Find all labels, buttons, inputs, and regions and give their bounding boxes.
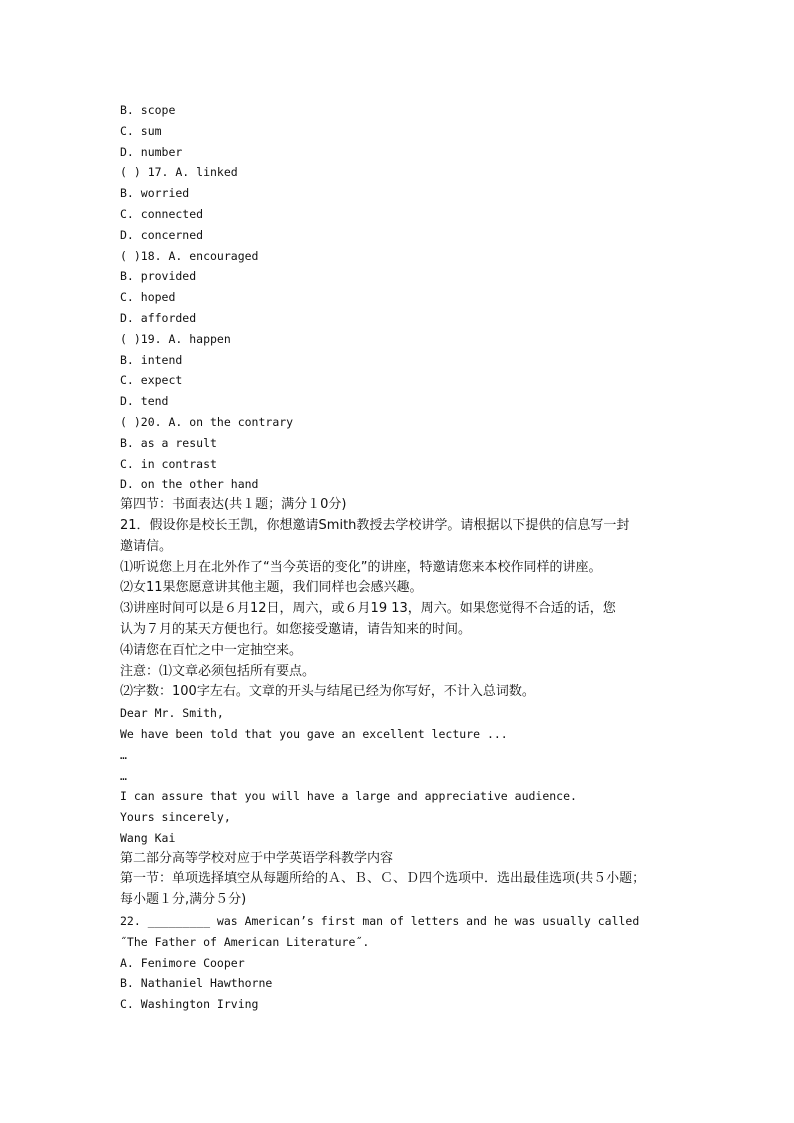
section-one-heading-line-2: 每小题１分,满分５分) [120, 892, 247, 908]
question-22-line-1: 22. _________ was American’s first man of letters and he was usually called [120, 914, 640, 929]
question-21-line-2: 邀请信。 [120, 538, 173, 554]
point-4: ⑷请您在百忙之中一定抽空来。 [120, 642, 303, 658]
line-0: B. scope [120, 103, 176, 117]
line-5: C. connected [120, 206, 204, 221]
line-4: B. worried [120, 186, 190, 201]
line-6: D. concerned [120, 227, 204, 242]
line-3: ( ) 17. A. linked [120, 165, 238, 180]
document-page [120, 100, 680, 1015]
line-18: D. on the other hand [120, 477, 259, 492]
line-14: D. tend [120, 394, 169, 409]
note-1: 注意：⑴文章必须包括所有要点。 [120, 663, 316, 679]
line-7: ( )18. A. encouraged [120, 248, 259, 263]
line-11: ( )19. A. happen [120, 331, 231, 346]
section-one-heading-line-1: 第一节：单项选择填空从每题所给的Ａ、Ｂ、Ｃ、Ｄ四个选项中．选出最佳选项(共５小题； [120, 871, 646, 887]
line-2: D. number [120, 144, 183, 159]
line-9: C. hoped [120, 290, 176, 305]
line-16: B. as a result [120, 435, 217, 450]
note-2: ⑵字数：100字左右。文章的开头与结尾已经为你写好，不计入总词数。 [120, 684, 535, 700]
point-3-line-1: ⑶讲座时间可以是６月12日，周六，或６月19 13，周六。如果您觉得不合适的话，您 [120, 601, 616, 617]
point-1: ⑴听说您上月在北外作了“当今英语的变化”的讲座，特邀请您来本校作同样的讲座。 [120, 559, 602, 575]
line-17: C. in contrast [120, 456, 217, 471]
line-12: B. intend [120, 352, 183, 367]
point-3-line-2: 认为７月的某天方便也行。如您接受邀请，请告知来的时间。 [120, 621, 472, 637]
question-22-option-c: C. Washington Irving [120, 997, 259, 1012]
letter-salutation: Dear Mr. Smith, [120, 706, 224, 721]
letter-signoff: Yours sincerely, [120, 810, 231, 825]
letter-closing: I can assure that you will have a large and appreciative audience. [120, 789, 577, 804]
question-22-option-a: A. Fenimore Cooper [120, 955, 245, 970]
letter-opening: We have been told that you gave an excellent lecture ... [120, 726, 508, 741]
part-two-heading: 第二部分高等学校对应于中学英语学科教学内容 [120, 850, 394, 866]
line-1: C. sum [120, 123, 162, 138]
question-21-line-1: 21．假设你是校长王凯，你想邀请Smith教授去学校讲学。请根据以下提供的信息写一封 [120, 517, 630, 533]
line-8: B. provided [120, 269, 197, 284]
letter-ellipsis-1: … [120, 747, 127, 762]
line-13: C. expect [120, 373, 183, 388]
letter-signature: Wang Kai [120, 830, 176, 845]
question-22-option-b: B. Nathaniel Hawthorne [120, 976, 273, 991]
section-heading-writing: 第四节：书面表达(共１题；满分１0分) [120, 497, 347, 513]
point-2: ⑵女11果您愿意讲其他主题，我们同样也会感兴趣。 [120, 580, 423, 596]
question-22-line-2: ˝The Father of American Literature˝. [120, 934, 370, 949]
line-15: ( )20. A. on the contrary [120, 414, 294, 429]
letter-ellipsis-2: … [120, 768, 127, 783]
line-10: D. afforded [120, 310, 197, 325]
